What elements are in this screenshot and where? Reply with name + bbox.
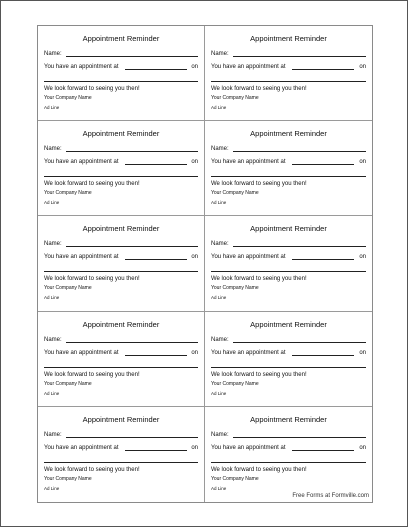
appointment-row: [44, 251, 198, 260]
closing-message: We look forward to seeing you then!: [211, 276, 307, 283]
closing-message: We look forward to seeing you then!: [44, 371, 140, 378]
appointment-row: [44, 61, 198, 70]
closing-message: We look forward to seeing you then!: [44, 181, 140, 188]
ad-line: Ad Line: [44, 390, 60, 396]
appointment-row: [44, 442, 198, 451]
appointment-label: You have an appointment at: [44, 444, 119, 451]
ad-line: Ad Line: [211, 390, 227, 396]
date-blank-line: [44, 360, 198, 368]
card-title: Appointment Reminder: [82, 414, 160, 424]
reminder-card: [38, 216, 205, 311]
reminder-card: [38, 121, 205, 216]
reminder-card: [38, 26, 205, 121]
name-label: Name:: [211, 241, 229, 248]
name-label: Name:: [211, 51, 229, 57]
on-label: on: [359, 159, 366, 166]
company-name: Your Company Name: [44, 475, 92, 482]
name-label: Name:: [44, 241, 62, 248]
on-label: on: [191, 159, 198, 166]
name-label: Name:: [211, 431, 229, 438]
appointment-label: You have an appointment at: [44, 64, 119, 70]
appointment-row: [211, 251, 366, 260]
name-blank-line: [233, 430, 366, 438]
name-label: Name:: [211, 146, 229, 153]
on-label: on: [359, 444, 366, 451]
reminder-card: [205, 407, 372, 502]
ad-line: Ad Line: [44, 200, 60, 206]
closing-message: We look forward to seeing you then!: [211, 86, 307, 92]
card-title: Appointment Reminder: [250, 319, 327, 329]
closing-message: We look forward to seeing you then!: [44, 466, 140, 473]
time-blank-line: [292, 252, 354, 260]
name-label: Name:: [44, 51, 62, 57]
time-blank-line: [125, 157, 187, 165]
company-name: Your Company Name: [44, 190, 92, 197]
name-blank-line: [233, 144, 366, 152]
name-blank-line: [233, 335, 366, 343]
ad-line: Ad Line: [44, 105, 60, 110]
ad-line: Ad Line: [211, 200, 227, 206]
appointment-row: [211, 156, 366, 165]
on-label: on: [191, 254, 198, 261]
appointment-label: You have an appointment at: [44, 159, 119, 166]
appointment-label: You have an appointment at: [44, 254, 119, 261]
company-name: Your Company Name: [211, 190, 259, 197]
ad-line: Ad Line: [44, 295, 60, 301]
name-label: Name:: [44, 431, 62, 438]
company-name: Your Company Name: [211, 285, 259, 292]
time-blank-line: [292, 157, 354, 165]
name-row: [44, 334, 198, 343]
on-label: on: [191, 444, 198, 451]
time-blank-line: [292, 348, 354, 356]
time-blank-line: [125, 443, 187, 451]
closing-message: We look forward to seeing you then!: [211, 181, 307, 188]
name-label: Name:: [211, 336, 229, 343]
closing-message: We look forward to seeing you then!: [44, 86, 140, 92]
name-row: [211, 334, 366, 343]
appointment-row: [44, 347, 198, 356]
date-blank-line: [211, 360, 366, 368]
appointment-label: You have an appointment at: [211, 444, 286, 451]
name-blank-line: [66, 335, 198, 343]
on-label: on: [359, 349, 366, 356]
card-title: Appointment Reminder: [250, 414, 327, 424]
appointment-label: You have an appointment at: [211, 159, 286, 166]
date-blank-line: [44, 455, 198, 463]
appointment-label: You have an appointment at: [211, 349, 286, 356]
on-label: on: [359, 64, 366, 70]
name-row: [44, 48, 198, 57]
appointment-row: [44, 156, 198, 165]
ad-line: Ad Line: [211, 105, 227, 110]
reminder-card: [205, 312, 372, 407]
company-name: Your Company Name: [44, 380, 92, 387]
reminder-card: [38, 312, 205, 407]
name-row: [44, 238, 198, 247]
name-row: [44, 143, 198, 152]
name-row: [44, 429, 198, 438]
date-blank-line: [211, 169, 366, 177]
reminder-card-sheet: [37, 25, 373, 503]
appointment-row: [211, 442, 366, 451]
card-title: Appointment Reminder: [82, 319, 160, 329]
card-title: Appointment Reminder: [82, 34, 160, 43]
card-title: Appointment Reminder: [82, 224, 160, 234]
on-label: on: [359, 254, 366, 261]
company-name: Your Company Name: [211, 475, 259, 482]
ad-line: Ad Line: [44, 485, 60, 491]
ad-line: Ad Line: [211, 295, 227, 301]
card-title: Appointment Reminder: [82, 129, 160, 139]
reminder-card: [205, 121, 372, 216]
time-blank-line: [125, 252, 187, 260]
name-blank-line: [66, 49, 198, 57]
card-title: Appointment Reminder: [250, 129, 327, 139]
on-label: on: [191, 349, 198, 356]
ad-line: Ad Line: [211, 485, 227, 491]
appointment-label: You have an appointment at: [44, 349, 119, 356]
company-name: Your Company Name: [211, 95, 259, 101]
appointment-row: [211, 347, 366, 356]
appointment-row: [211, 61, 366, 70]
footer-credit: Free Forms at Formville.com: [292, 493, 369, 499]
closing-message: We look forward to seeing you then!: [211, 371, 307, 378]
date-blank-line: [44, 74, 198, 82]
name-blank-line: [233, 239, 366, 247]
date-blank-line: [44, 169, 198, 177]
date-blank-line: [211, 455, 366, 463]
on-label: on: [191, 64, 198, 70]
name-blank-line: [66, 144, 198, 152]
company-name: Your Company Name: [44, 285, 92, 292]
appointment-label: You have an appointment at: [211, 64, 286, 70]
name-label: Name:: [44, 146, 62, 153]
name-row: [211, 48, 366, 57]
card-title: Appointment Reminder: [250, 224, 327, 234]
name-blank-line: [66, 430, 198, 438]
reminder-card: [205, 216, 372, 311]
name-row: [211, 143, 366, 152]
name-blank-line: [66, 239, 198, 247]
appointment-label: You have an appointment at: [211, 254, 286, 261]
date-blank-line: [44, 264, 198, 272]
date-blank-line: [211, 74, 366, 82]
name-label: Name:: [44, 336, 62, 343]
time-blank-line: [292, 62, 354, 70]
date-blank-line: [211, 264, 366, 272]
time-blank-line: [292, 443, 354, 451]
company-name: Your Company Name: [44, 95, 92, 101]
name-row: [211, 429, 366, 438]
name-blank-line: [233, 49, 366, 57]
time-blank-line: [125, 62, 187, 70]
closing-message: We look forward to seeing you then!: [44, 276, 140, 283]
closing-message: We look forward to seeing you then!: [211, 466, 307, 473]
reminder-card: [205, 26, 372, 121]
card-title: Appointment Reminder: [250, 34, 327, 43]
time-blank-line: [125, 348, 187, 356]
company-name: Your Company Name: [211, 380, 259, 387]
name-row: [211, 238, 366, 247]
reminder-card: [38, 407, 205, 502]
